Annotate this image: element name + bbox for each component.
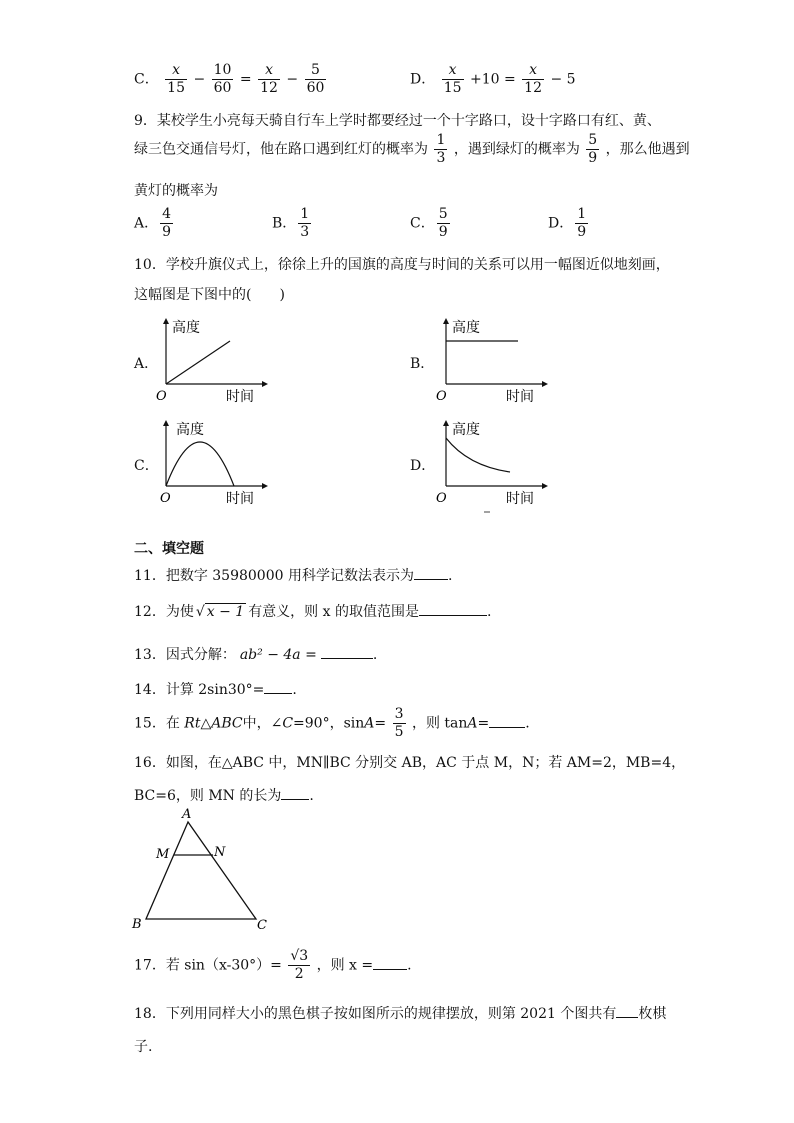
q9-line3: 黄灯的概率为 <box>134 183 218 199</box>
answer-blank <box>616 1005 638 1018</box>
fraction: $\frac{x}{15}$ <box>443 62 462 96</box>
graph-d <box>430 418 550 518</box>
q8-option-c: C． $\frac{x}{15}$ − $\frac{10}{60}$ = $\frac{x}{12}$ − $\frac{5}{60}$ <box>134 62 325 96</box>
graph-c <box>150 418 270 510</box>
triangle-diagram <box>126 806 276 936</box>
q13: 13．因式分解： ab² − 4a = . <box>134 647 378 663</box>
q9-line2: 绿三色交通信号灯，他在路口遇到红灯的概率为 $\frac{1}{3}$ ，遇到绿灯的概率为 $\frac{5}{9}$ ，那么他遇到 <box>134 132 690 166</box>
graph-a-label: A． <box>134 356 159 372</box>
fraction: $\frac{√3}{2}$ <box>290 948 309 982</box>
q16-line2: BC=6，则 MN 的长为 . <box>134 788 314 804</box>
origin-label: O <box>436 491 447 506</box>
radical: √ x − 1 <box>195 604 245 620</box>
q9-option-c: C． $\frac{5}{9}$ <box>410 206 448 240</box>
axis-y-label: 高度 <box>452 320 480 336</box>
rising-line <box>166 341 230 384</box>
axis-y-label: 高度 <box>176 422 204 438</box>
answer-blank <box>321 646 373 659</box>
point-c-label: C <box>257 918 267 933</box>
q9-option-d: D． $\frac{1}{9}$ <box>548 206 587 240</box>
graph-c-label: C． <box>134 458 159 474</box>
origin-label: O <box>436 389 447 404</box>
q14: 14．计算 2sin30°= . <box>134 682 297 698</box>
q9-option-a: A． $\frac{4}{9}$ <box>134 206 172 240</box>
q9-option-b: B． $\frac{1}{3}$ <box>272 206 310 240</box>
answer-blank <box>281 787 309 800</box>
q18-line2: 子. <box>134 1039 153 1055</box>
q12: 12．为使 √ x − 1 有意义，则 x 的取值范围是 . <box>134 604 492 620</box>
axis-x-label: 时间 <box>506 389 534 405</box>
fraction: $\frac{3}{5}$ <box>394 706 404 740</box>
q10-line1: 10．学校升旗仪式上，徐徐上升的国旗的高度与时间的关系可以用一幅图近似地刻画， <box>134 257 670 273</box>
q15: 15．在 Rt△ABC中，∠C=90°，sinA= $\frac{3}{5}$ ，则 tanA= . <box>134 706 530 740</box>
point-n-label: N <box>214 845 226 860</box>
point-b-label: B <box>132 917 142 932</box>
graph-b <box>430 316 550 408</box>
arc-curve <box>166 442 234 486</box>
fraction: $\frac{x}{12}$ <box>260 62 278 96</box>
answer-blank <box>373 957 407 970</box>
fraction: $\frac{x}{15}$ <box>167 62 185 96</box>
q9-line1: 9．某校学生小亮每天骑自行车上学时都要经过一个十字路口，设十字路口有红、黄、 <box>134 113 661 129</box>
answer-blank <box>414 567 448 580</box>
origin-label: O <box>156 389 167 404</box>
fraction: $\frac{5}{60}$ <box>306 62 325 96</box>
origin-label: O <box>160 491 171 506</box>
fraction: $\frac{x}{12}$ <box>524 62 542 96</box>
axis-y-label: 高度 <box>452 422 480 438</box>
q11: 11．把数字 35980000 用科学记数法表示为 . <box>134 568 453 584</box>
point-m-label: M <box>156 847 170 862</box>
q18-line1: 18．下列用同样大小的黑色棋子按如图所示的规律摆放，则第 2021 个图共有 枚棋 <box>134 1006 667 1022</box>
answer-blank <box>489 715 525 728</box>
q16-line1: 16．如图，在△ABC 中，MN∥BC 分别交 AB，AC 于点 M，N；若 AM=2，MB=4， <box>134 755 686 771</box>
q8-option-d: D． $\frac{x}{15}$ +10 = $\frac{x}{12}$ − 5 <box>410 62 576 96</box>
axis-x-label: 时间 <box>226 389 254 405</box>
fraction: $\frac{5}{9}$ <box>588 132 598 166</box>
section-title: 二、填空题 <box>134 541 204 557</box>
axis-x-label: 时间 <box>506 491 534 507</box>
axis-x-label: 时间 <box>226 491 254 507</box>
axis-y-label: 高度 <box>172 320 200 336</box>
q17: 17．若 sin（x-30°）= $\frac{√3}{2}$ ，则 x = . <box>134 948 412 982</box>
answer-blank <box>419 603 487 616</box>
graph-d-label: D． <box>410 458 436 474</box>
graph-b-label: B． <box>410 356 435 372</box>
q10-line2: 这幅图是下图中的( ) <box>134 287 285 303</box>
fraction: $\frac{10}{60}$ <box>213 62 232 96</box>
decay-curve <box>446 438 510 472</box>
fraction: $\frac{1}{3}$ <box>436 132 446 166</box>
graph-a <box>150 316 270 408</box>
point-a-label: A <box>182 807 192 822</box>
answer-blank <box>264 681 292 694</box>
